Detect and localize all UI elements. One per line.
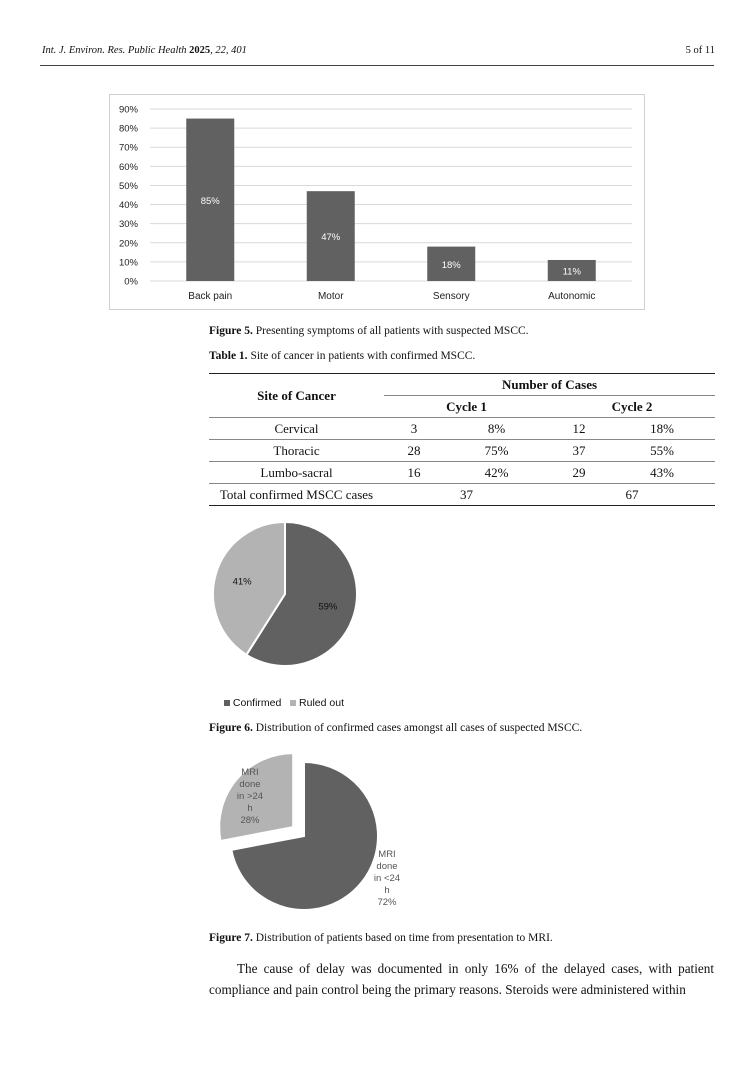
journal-name: Int. J. Environ. Res. Public Health [42, 45, 187, 56]
legend-swatch-confirmed [224, 700, 230, 706]
cell-total-c1: 37 [460, 486, 473, 502]
col-header-site: Site of Cancer [209, 374, 384, 418]
y-tick-label: 30% [118, 219, 138, 231]
table-row [209, 440, 715, 462]
y-tick-label: 50% [118, 180, 138, 192]
journal-year: 2025 [189, 45, 211, 56]
legend-swatch-ruled-out [290, 700, 296, 706]
pie-data-label: MRI done in <24 h 72% [373, 849, 401, 908]
figure5-chart-frame [109, 94, 645, 310]
figure7-pie-chart [200, 742, 420, 927]
cell-c1-count: 28 [407, 442, 421, 458]
y-tick-label: 20% [118, 238, 138, 250]
figure6-label: Figure 6. [209, 722, 253, 734]
running-header [42, 45, 247, 56]
figure6-pie-chart [200, 515, 380, 675]
table1-caption [209, 350, 475, 362]
y-tick-label: 70% [118, 142, 138, 154]
page-number: 5 of 11 [685, 45, 715, 56]
col-header-cycle2: Cycle 2 [549, 396, 715, 418]
cell-site: Lumbo-sacral [260, 464, 333, 480]
figure7-label: Figure 7. [209, 932, 253, 944]
cell-c2-count: 12 [572, 420, 586, 436]
cell-c1-percent: 8% [487, 420, 506, 436]
y-tick-label: 0% [124, 276, 138, 288]
cell-total-label: Total confirmed MSCC cases [219, 486, 374, 502]
y-tick-label: 80% [118, 123, 138, 135]
figure7-caption-text: Distribution of patients based on time from presentation to MRI. [252, 932, 553, 944]
cell-c2-count: 29 [572, 464, 586, 480]
x-tick-label: Autonomic [548, 291, 596, 302]
body-paragraph [209, 958, 714, 1000]
cell-c2-percent: 43% [650, 464, 674, 480]
legend-label-confirmed: Confirmed [232, 697, 282, 709]
cell-c1-count: 3 [410, 420, 418, 436]
col-header-number: Number of Cases [384, 374, 715, 396]
cell-c2-percent: 55% [650, 442, 674, 458]
pie-data-label: 41% [232, 576, 252, 588]
cell-c2-count: 37 [572, 442, 586, 458]
legend-label-ruled-out: Ruled out [299, 697, 344, 709]
cell-site: Cervical [274, 420, 319, 436]
cell-total-c2: 67 [625, 486, 639, 502]
y-tick-label: 90% [118, 104, 138, 116]
figure5-caption-text: Presenting symptoms of all patients with suspected MSCC. [252, 325, 529, 337]
body-text: The cause of delay was documented in only 16% of the delayed cases, with patient compliance and pain control being the primary reasons. Steroids were administered within [209, 961, 714, 997]
figure5-bar-chart [110, 95, 644, 309]
figure5-caption [209, 325, 529, 337]
figure6-legend [224, 697, 344, 709]
x-tick-label: Sensory [432, 291, 470, 302]
table1-label: Table 1. [209, 350, 248, 362]
site-of-cancer-table [209, 373, 715, 506]
bar-data-label: 11% [562, 266, 581, 278]
y-tick-label: 40% [118, 200, 138, 212]
table-total-row [209, 484, 715, 506]
cell-c1-percent: 75% [484, 442, 509, 458]
figure6-caption-text: Distribution of confirmed cases amongst all cases of suspected MSCC. [252, 722, 583, 734]
bar-data-label: 18% [441, 259, 461, 271]
y-tick-label: 60% [118, 161, 138, 173]
col-header-cycle1: Cycle 1 [384, 396, 549, 418]
table-header-row [209, 374, 715, 396]
figure7-caption [209, 932, 553, 944]
table1-caption-text: Site of cancer in patients with confirmed MSCC. [247, 350, 476, 362]
pie-data-label: MRI done in >24 h 28% [236, 767, 264, 826]
header-divider [40, 65, 714, 66]
figure5-label: Figure 5. [209, 325, 253, 337]
cell-site: Thoracic [273, 442, 320, 458]
x-tick-label: Back pain [188, 291, 233, 302]
table-row [209, 462, 715, 484]
x-tick-label: Motor [317, 291, 344, 302]
table-row [209, 418, 715, 440]
cell-c1-count: 16 [407, 464, 421, 480]
cell-c1-percent: 42% [484, 464, 509, 480]
figure6-caption [209, 722, 582, 734]
journal-volume: , 22, 401 [210, 45, 247, 56]
pie-data-label: 59% [318, 601, 338, 613]
y-tick-label: 10% [118, 257, 138, 269]
bar-data-label: 47% [321, 232, 341, 244]
cell-c2-percent: 18% [650, 420, 674, 436]
bar-data-label: 85% [200, 195, 220, 207]
